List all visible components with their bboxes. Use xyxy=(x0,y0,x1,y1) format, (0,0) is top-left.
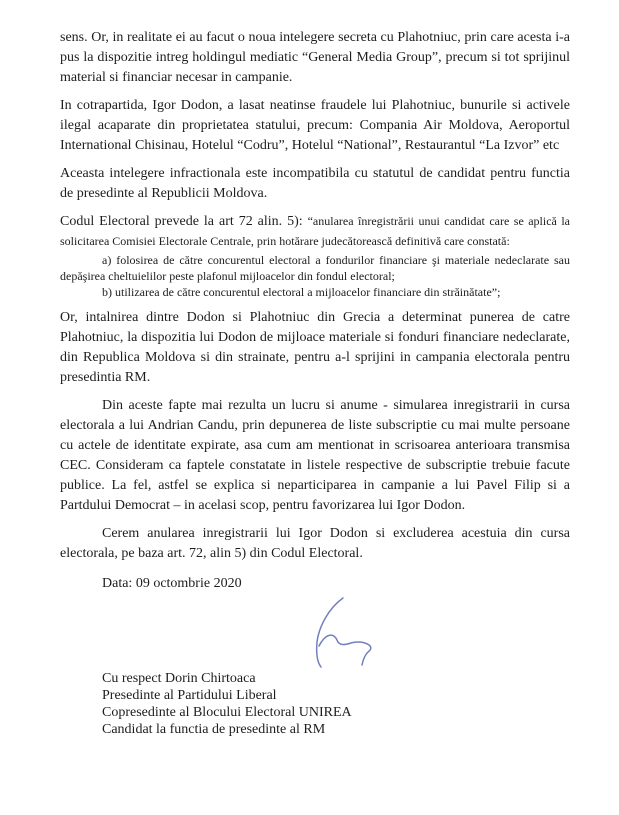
closing-block xyxy=(102,670,570,738)
quote-lead-text: Codul Electoral prevede la art 72 alin. 5): xyxy=(60,214,308,229)
quote-item-a: a) folosirea de către concurentul electoral a fondurilor financiare şi materiale nedeclarate sau depăşirea cheltuielilor peste plafonul mijloacelor din fondul electoral; xyxy=(60,253,570,283)
paragraph-intalnirea-grecia: Or, intalnirea dintre Dodon si Plahotniuc din Grecia a determinat punerea de catre Plahotniuc, la dispozitia lui Dodon de mijloace materiale si fonduri financiare nedeclarate, din Republica Moldova si din strainate, pentru a-l sprijini in campania electorala pentru presedintia RM. xyxy=(60,310,570,385)
legal-quote-block xyxy=(60,212,570,300)
paragraph-intelegere-secreta: sens. Or, in realitate ei au facut o noua intelegere secreta cu Plahotniuc, prin care acesta i-a pus la dispozitie intreg holdingul mediatic “General Media Group”, precum si tot sprijinul material si financiar necesar in campanie. xyxy=(60,30,570,85)
paragraph-simulare-inregistrare: Din aceste fapte mai rezulta un lucru si anume - simularea inregistrarii in cursa electorala a lui Andrian Candu, prin depunerea de liste subscriptie cu mai multe persoane cu actele de identitate expirate, asa cum am mentionat in scrisoarea anterioara transmisa CEC. Consideram ca faptele constatate in listele respective de subscriptie trebuie facute publice. La fel, astfel se explica si neparticiparea in campanie a lui Pavel Filip si a Partdului Democrat – in acelasi scop, pentru favorizarea lui Igor Dodon. xyxy=(60,398,570,513)
closing-line-copresident-unirea: Copresedinte al Blocului Electoral UNIREA xyxy=(102,705,352,720)
paragraph-incompatibilitate: Aceasta intelegere infractionala este incompatibila cu statutul de candidat pentru functia de presedinte al Republicii Moldova. xyxy=(60,166,570,201)
signature-ink-icon xyxy=(283,596,378,670)
paragraph-cerere-anulare: Cerem anularea inregistrarii lui Igor Dodon si excluderea acestuia din cursa electorala, pe baza art. 72, alin 5) din Codul Electoral. xyxy=(60,526,570,561)
closing-line-president-pl: Presedinte al Partidului Liberal xyxy=(102,688,277,703)
quote-intro xyxy=(60,212,570,252)
date-line: Data: 09 octombrie 2020 xyxy=(102,576,242,591)
paragraph-cotrapartida: In cotrapartida, Igor Dodon, a lasat neatinse fraudele lui Plahotniuc, bunurile si activele ilegal acaparate din proprietatea statului, precum: Compania Air Moldova, Aeroportul International Chisinau, Hotelul “Codru”, Hotelul “National”, Restaurantul “La Izvor” etc xyxy=(60,98,570,153)
quote-item-b: b) utilizarea de către concurentul electoral a mijloacelor financiare din străinătate”; xyxy=(102,285,501,299)
closing-line-candidate-rm: Candidat la functia de presedinte al RM xyxy=(102,722,326,737)
handwritten-signature xyxy=(283,596,378,670)
closing-line-respect-name: Cu respect Dorin Chirtoaca xyxy=(102,671,256,686)
quote-opening-text: “anularea înregistrării unui candidat care se aplică la solicitarea Comisiei Electorale Centrale, prin hotărare judecătorească definitivă care constată: xyxy=(60,214,570,248)
